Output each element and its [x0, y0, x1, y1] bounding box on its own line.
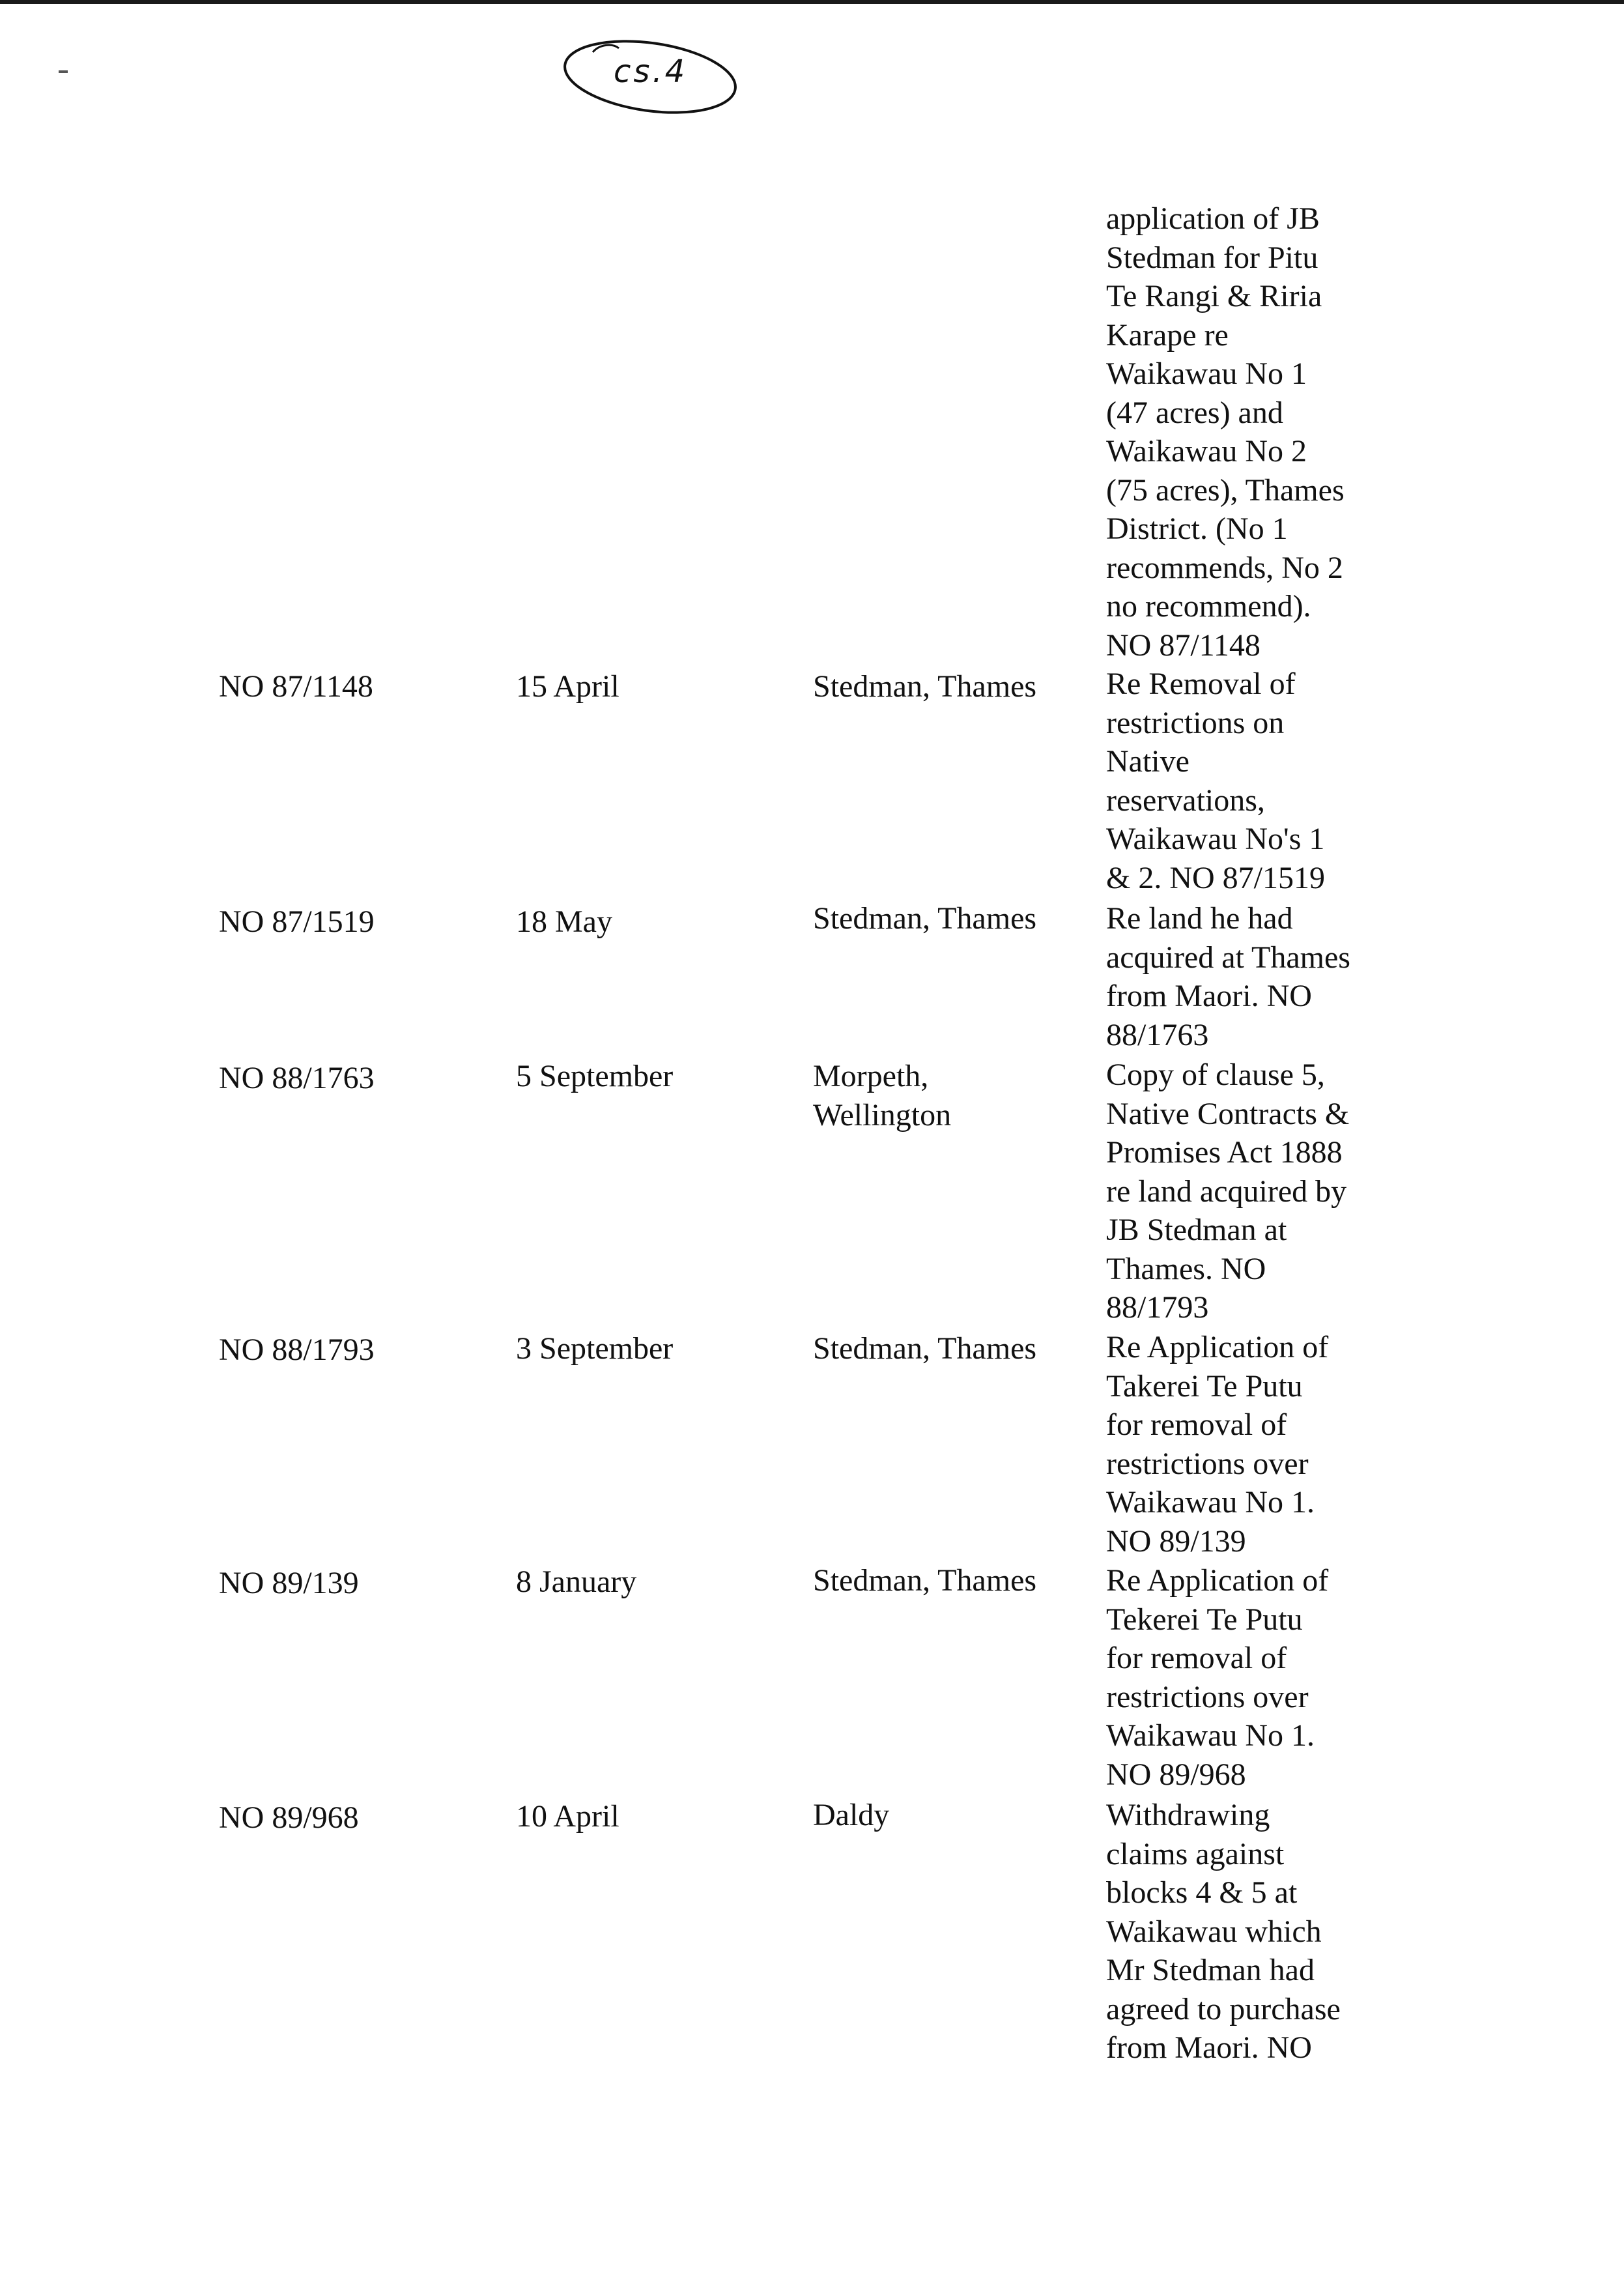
entry-description: Withdrawing claims against blocks 4 & 5 at Waikawau which Mr Stedman had agreed to purchase from Maori. NO: [1106, 1798, 1341, 2065]
entry-description: Re Application of Takerei Te Putu for removal of restrictions over Waikawau No 1. NO 89/139: [1106, 1330, 1329, 1559]
entry-description: Re Removal of restrictions on Native reservations, Waikawau No's 1 & 2. NO 87/1519: [1106, 667, 1325, 895]
continued-description: application of JB Stedman for Pitu Te Rangi & Riria Karape re Waikawau No 1 (47 acres) and Waikawau No 2 (75 acres), Thames District. (No 1 recommends, No 2 no recommend). NO 87/1148: [1106, 201, 1345, 663]
entry-from: Morpeth, Wellington: [813, 1059, 952, 1132]
stamp-label: cs.4: [614, 53, 688, 90]
entry-date: 10 April: [516, 1799, 620, 1834]
entry-description: Re land he had acquired at Thames from Maori. NO 88/1763: [1106, 901, 1350, 1052]
entry-description: Copy of clause 5, Native Contracts & Promises Act 1888 re land acquired by JB Stedman at Thames. NO 88/1793: [1106, 1058, 1350, 1325]
entry-ref: NO 89/968: [219, 1800, 359, 1835]
entry-ref: NO 88/1793: [219, 1333, 375, 1367]
entry-ref: NO 89/139: [219, 1566, 359, 1600]
entry-date: 15 April: [516, 669, 620, 704]
entry-description: Re Application of Tekerei Te Putu for removal of restrictions over Waikawau No 1. NO 89/968: [1106, 1563, 1329, 1792]
entry-date: 5 September: [516, 1059, 674, 1093]
entry-ref: NO 88/1763: [219, 1061, 375, 1095]
entry-from: Stedman, Thames: [813, 1563, 1037, 1598]
entry-ref: NO 87/1148: [219, 669, 373, 704]
entry-from: Stedman, Thames: [813, 1331, 1037, 1366]
entry-date: 18 May: [516, 904, 612, 939]
handwritten-page-stamp: [554, 26, 743, 124]
entry-ref: NO 87/1519: [219, 904, 375, 939]
entry-date: 8 January: [516, 1564, 637, 1599]
entry-from: Stedman, Thames: [813, 901, 1037, 936]
entry-from: Daldy: [813, 1798, 890, 1832]
scan-mark: [59, 70, 68, 73]
entry-from: Stedman, Thames: [813, 669, 1037, 704]
entry-date: 3 September: [516, 1331, 674, 1366]
page-top-edge: [0, 0, 1624, 4]
